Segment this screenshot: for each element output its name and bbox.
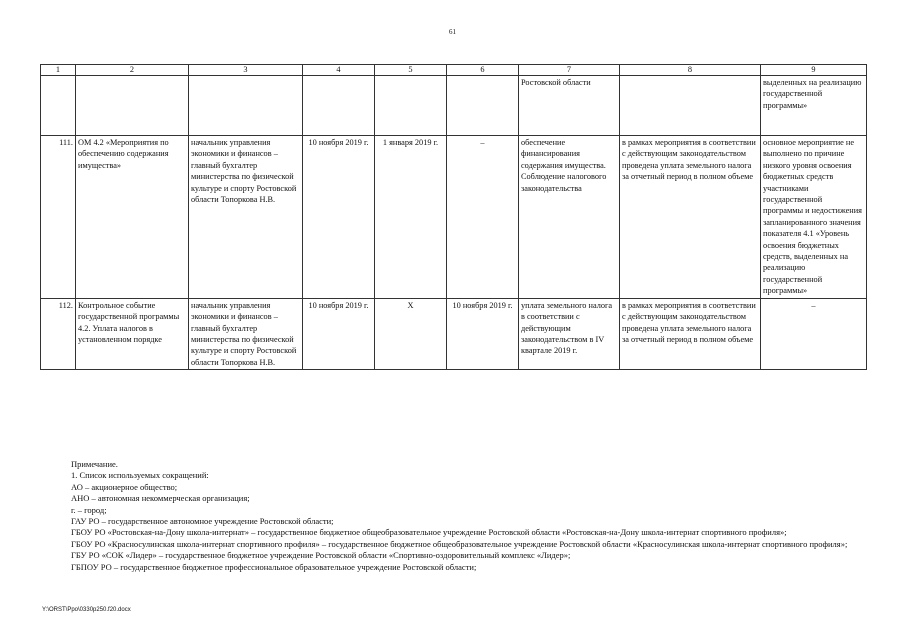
header-cell: 8 (620, 65, 761, 76)
report-table (40, 64, 867, 370)
cell-actual-date: – (447, 136, 519, 299)
cell-actual-result: в рамках мероприятия в соответствии с действующим законодательством проведена уплата земельного налога за отчетный период в полном объеме (620, 136, 761, 299)
cell-actual-date: 10 ноября 2019 г. (447, 298, 519, 369)
table-row-continuation (41, 76, 867, 136)
note-line: АНО – автономная некоммерческая организация; (71, 493, 250, 504)
cell (375, 76, 447, 136)
note-line: ГБОУ РО «Красносулинская школа-интернат спортивного профиля» – государственное бюджетное общеобразовательное учреждение Ростовской области «Красносулинская школа-интернат спортивного профиля»; (71, 538, 848, 549)
header-cell: 4 (303, 65, 375, 76)
header-cell: 2 (76, 65, 189, 76)
cell (447, 76, 519, 136)
cell-start-date: 1 января 2019 г. (375, 136, 447, 299)
cell-start-date: Х (375, 298, 447, 369)
note-line: ГБУ РО «СОК «Лидер» – государственное бюджетное учреждение Ростовской области «Спортивно-оздоровительный комплекс «Лидер»; (71, 550, 571, 561)
cell (41, 76, 76, 136)
cell-reason: – (761, 298, 867, 369)
cell-planned-result: обеспечение финансирования содержания имущества. Соблюдение налогового законодательства (519, 136, 620, 299)
notes-section (40, 459, 870, 573)
note-line: АО – акционерное общество; (71, 481, 178, 492)
note-line: ГАУ РО – государственное автономное учреждение Ростовской области; (71, 516, 334, 527)
header-cell: 6 (447, 65, 519, 76)
cell-number: 111. (41, 136, 76, 299)
cell-actual-result: в рамках мероприятия в соответствии с действующим законодательством проведена уплата земельного налога за отчетный период в полном объеме (620, 298, 761, 369)
cell (303, 76, 375, 136)
header-cell: 3 (189, 65, 303, 76)
cell-responsible: начальник управления экономики и финансов – главный бухгалтер министерства по физической культуре и спорту Ростовской области Топоркова Н.В. (189, 136, 303, 299)
note-line: ГБПОУ РО – государственное бюджетное профессиональное образовательное учреждение Ростовской области; (71, 561, 477, 572)
header-cell: 1 (41, 65, 76, 76)
cell-responsible: начальник управления экономики и финансов – главный бухгалтер министерства по физической культуре и спорту Ростовской области Топоркова Н.В. (189, 298, 303, 369)
header-cell: 9 (761, 65, 867, 76)
header-cell: 7 (519, 65, 620, 76)
cell (76, 76, 189, 136)
page-number: 61 (449, 28, 456, 36)
cell-planned-result: уплата земельного налога в соответствии с действующим законодательством в IV квартале 2019 г. (519, 298, 620, 369)
note-line: Примечание. (71, 459, 118, 469)
table-header-row (41, 65, 867, 76)
cell-reason: основное мероприятие не выполнено по причине низкого уровня освоения бюджетных средств участниками государственной программы и недостижения запланированного значения показателя 4.1 «Уровень освоения бюджетных средств, выделенных на реализацию государственной программы» (761, 136, 867, 299)
header-cell: 5 (375, 65, 447, 76)
table-row-111 (41, 136, 867, 299)
cell-planned-date: 10 ноября 2019 г. (303, 136, 375, 299)
cell-event-name: ОМ 4.2 «Мероприятия по обеспечению содержания имущества» (76, 136, 189, 299)
note-line: 1. Список используемых сокращений: (71, 470, 209, 481)
cell (620, 76, 761, 136)
file-path-footer: Y:\ORST\Ppo\0330p250.f20.docx (42, 607, 131, 613)
cell-number: 112. (41, 298, 76, 369)
cell-event-name: Контрольное событие государственной программы 4.2. Уплата налогов в установленном порядке (76, 298, 189, 369)
cell-reason: выделенных на реализацию государственной программы» (761, 76, 867, 136)
note-line: г. – город; (71, 504, 107, 515)
cell-result: Ростовской области (519, 76, 620, 136)
cell (189, 76, 303, 136)
table-row-112 (41, 298, 867, 369)
note-line: ГБОУ РО «Ростовская-на-Дону школа-интернат» – государственное бюджетное общеобразовательное учреждение Ростовской области «Ростовская-на-Дону школа-интернат спортивного профиля»; (71, 527, 787, 538)
cell-planned-date: 10 ноября 2019 г. (303, 298, 375, 369)
